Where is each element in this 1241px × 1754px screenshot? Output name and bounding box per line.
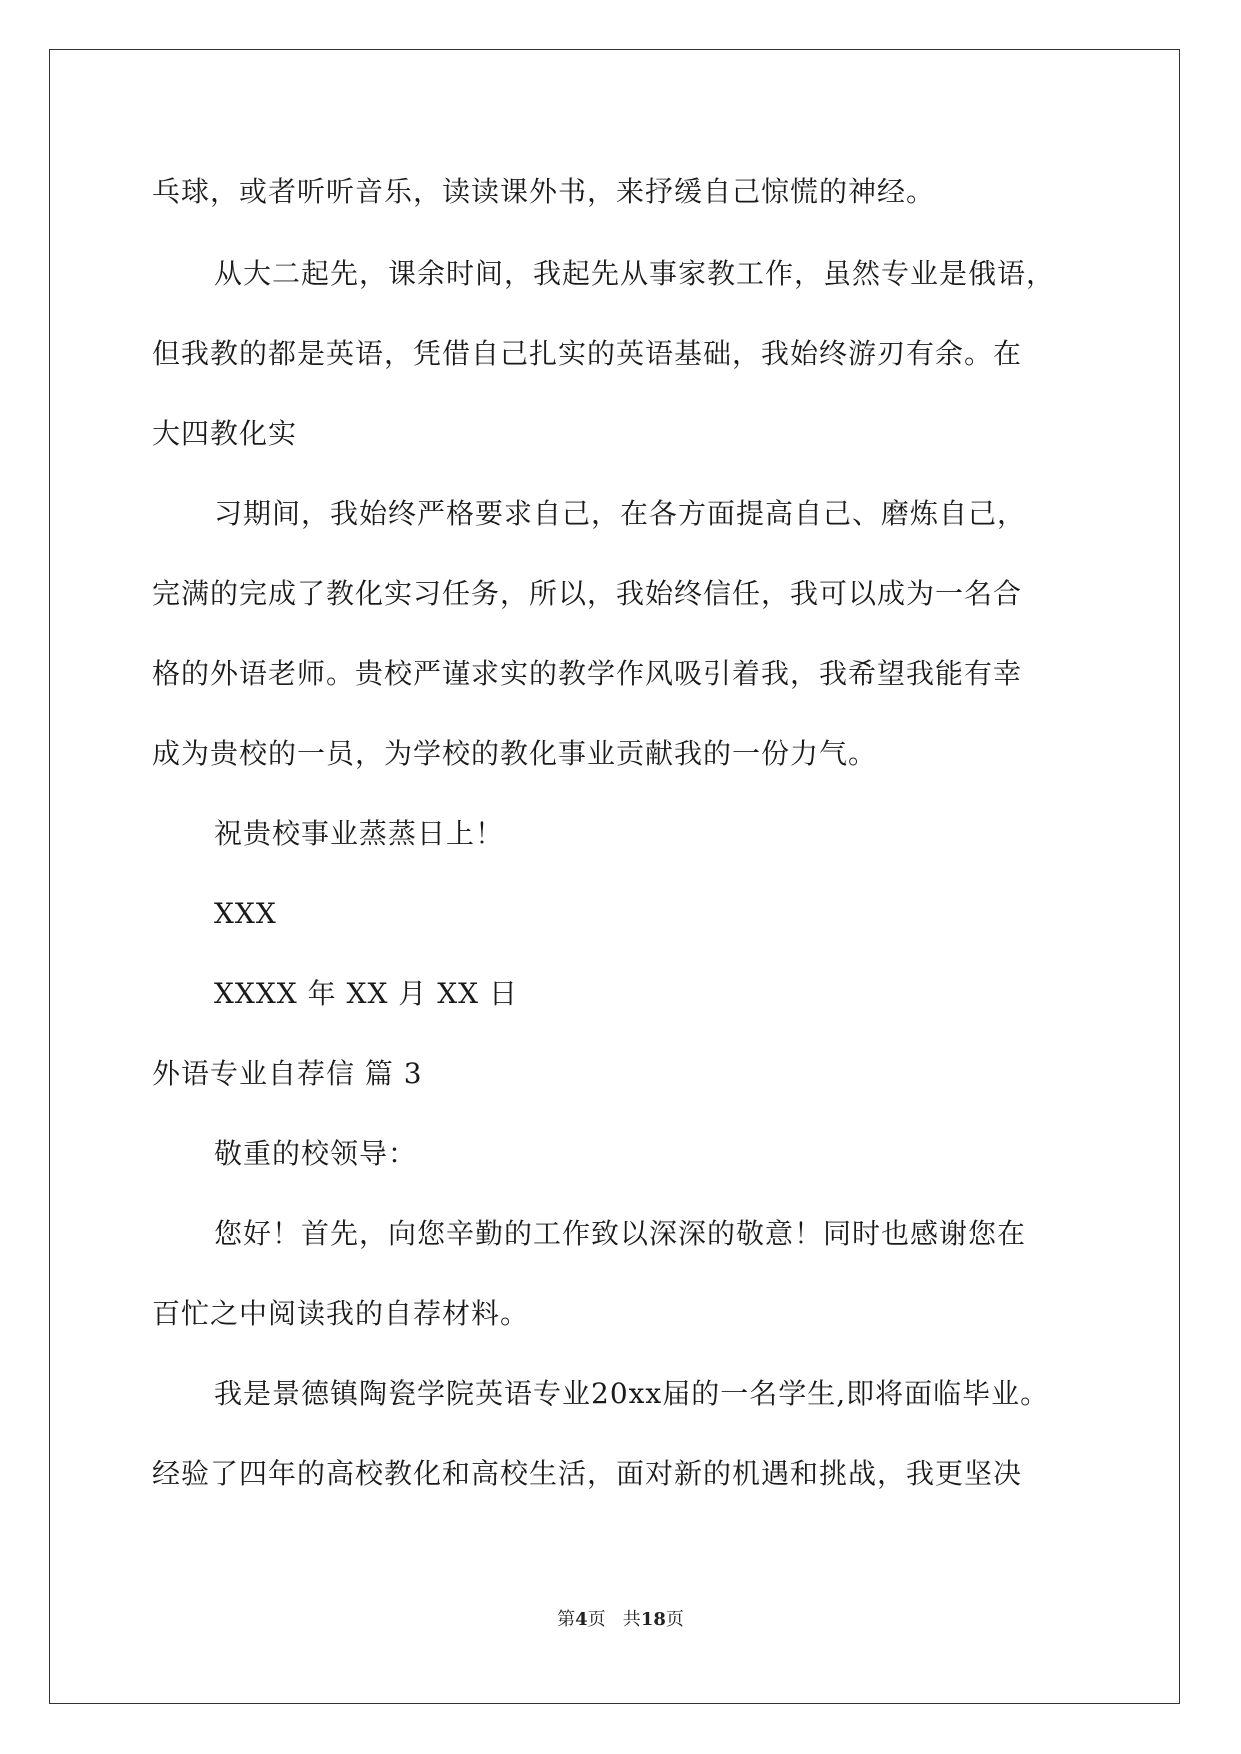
- salutation: 敬重的校领导：: [214, 1137, 418, 1170]
- paragraph-line: 乓球，或者听听音乐，读读课外书，来抒缓自己惊慌的神经。: [152, 175, 936, 208]
- section-heading: 外语专业自荐信 篇 3: [152, 1057, 423, 1090]
- paragraph-line: 您好！首先，向您辛勤的工作致以深深的敬意！同时也感谢您在: [214, 1217, 1027, 1250]
- paragraph-line: 经验了四年的高校教化和高校生活，面对新的机遇和挑战，我更坚决: [152, 1457, 1023, 1490]
- paragraph-line: 但我教的都是英语，凭借自己扎实的英语基础，我始终游刃有余。在: [152, 337, 1023, 370]
- paragraph-line: 我是景德镇陶瓷学院英语专业20xx届的一名学生,即将面临毕业。: [214, 1377, 1050, 1410]
- paragraph-line: 格的外语老师。贵校严谨求实的教学作风吸引着我，我希望我能有幸: [152, 657, 1023, 690]
- page-footer: [0, 1608, 1241, 1632]
- footer-prefix: 第: [557, 1609, 576, 1630]
- closing-wish: 祝贵校事业蒸蒸日上！: [214, 817, 505, 850]
- footer-middle: 页 共: [587, 1609, 641, 1630]
- paragraph-line: 大四教化实: [152, 417, 298, 450]
- paragraph-line: 习期间，我始终严格要求自己，在各方面提高自己、磨炼自己，: [214, 497, 1027, 530]
- footer-suffix: 页: [665, 1609, 684, 1630]
- signature-name: XXX: [214, 897, 277, 930]
- paragraph-line: 完满的完成了教化实习任务，所以，我始终信任，我可以成为一名合: [152, 577, 1023, 610]
- signature-date: XXXX 年 XX 月 XX 日: [214, 977, 518, 1010]
- paragraph-line: 百忙之中阅读我的自荐材料。: [152, 1297, 530, 1330]
- current-page-number: 4: [575, 1609, 588, 1630]
- paragraph-line: 成为贵校的一员，为学校的教化事业贡献我的一份力气。: [152, 737, 878, 770]
- paragraph-line: 从大二起先，课余时间，我起先从事家教工作，虽然专业是俄语，: [214, 257, 1056, 290]
- total-page-count: 18: [640, 1609, 666, 1630]
